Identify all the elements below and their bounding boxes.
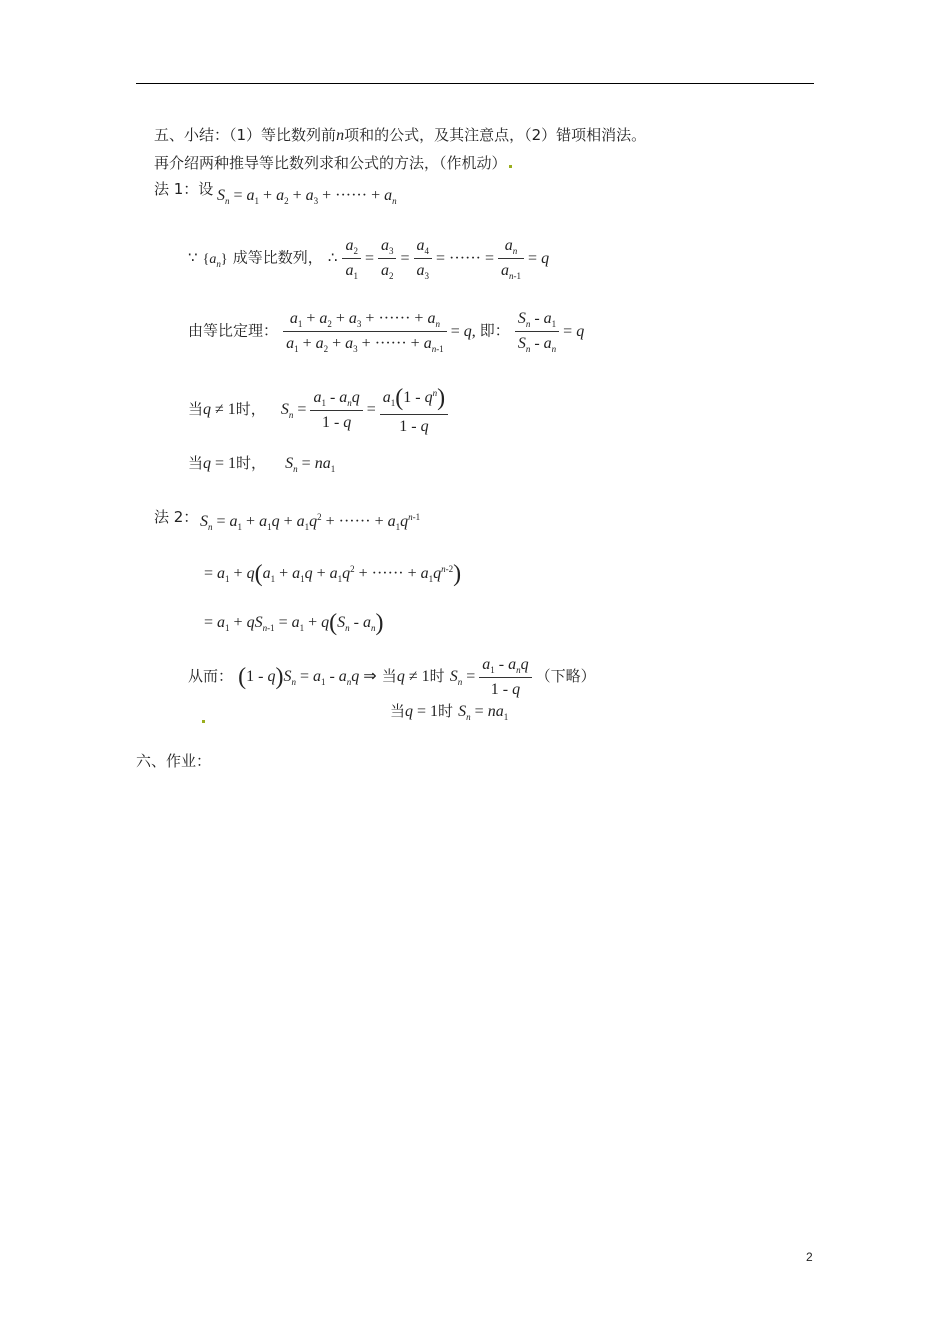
summary-heading: 五、小结：: [154, 126, 230, 144]
case-q-ne-1: 当q ≠ 1时， $S_n$ = $\frac{a_1 - a_nq}{1 - q}$ = $\frac{a_1(1 - q^n)}{1 - q}$: [188, 385, 448, 436]
method2-line1: $S_n = a_1 + a_1q + a_1q^2$ + ······ + $a_1q^{n-1}$: [200, 512, 421, 532]
when-label: 当: [381, 667, 397, 686]
omitted-note: （下略）: [535, 667, 596, 686]
summary-text-a: （1）等比数列前: [229, 126, 337, 144]
ie-label: 即：: [479, 321, 510, 340]
ratio-theorem-line: 由等比定理： $\frac{a_1 + a_2 + a_3 + \cdot\cdot\cdot\cdot\cdot\cdot + a_n}{a_1 + a_2 + a_3 + \cdot\cdot\cdot\cdot\cdot\cdot + a_{n-1}}$ = q, 即： $\frac{S_n - a_1}{S_n - a_n}$ = q: [188, 310, 585, 354]
summary-text-b: 项和的公式，及其注意点，（2）错项相消法。: [344, 126, 647, 144]
method1-ratio-line: ∵ $\{a_n\}$ 成等比数列， ∴ $\frac{a_2}{a_1}$ = $\frac{a_3}{a_2}$ = $\frac{a_4}{a_3}$ = ······ = $\frac{a_n}{a_{n-1}}$ = q: [188, 237, 550, 281]
method2-line2: = $a_1 + q(a_1 + a_1q + a_1q^2$ + ······ + $a_1q^{n-2}$): [204, 561, 462, 587]
page-number: 2: [806, 1250, 813, 1264]
marker-dot-2-wrap: [200, 708, 205, 727]
because-symbol: ∵: [188, 248, 198, 267]
method2-label: 法 2：: [154, 508, 199, 526]
marker-dot: [509, 165, 512, 168]
ratio-theorem-label: 由等比定理：: [188, 321, 279, 340]
case-q-eq-1: 当q = 1时， $S_n = na_1$: [188, 454, 336, 474]
method2-line3: = $a_1 + qS_{n-1} = a_1 + q(S_n - a_n)$: [204, 610, 384, 636]
therefore-text: 从而：: [188, 667, 234, 686]
seq-label: 成等比数列，: [232, 248, 323, 267]
case1-suffix: 时，: [235, 400, 266, 419]
method1-sum-def: $S_n = a_1 + a_2 + a_3$ + ······ + $a_n$: [217, 187, 397, 206]
homework-heading: 六、作业：: [136, 752, 212, 770]
method2-case-q-eq-1: 当q = 1时 $S_n = na_1$: [390, 702, 509, 722]
case2-suffix: 时，: [236, 454, 267, 472]
case2-prefix: 当: [188, 454, 204, 472]
marker-dot-2: [202, 720, 205, 723]
summary-n-var: n: [336, 127, 345, 144]
method1-label: 法 1：设: [154, 180, 214, 198]
when-suffix: 时: [429, 667, 445, 686]
case1-prefix: 当: [188, 400, 204, 419]
method2-result: 从而： $(1 - q)S_n = a_1 - a_nq$ ⇒ 当q ≠ 1时 $S_n$ = $\frac{a_1 - a_nq}{1 - q}$ （下略）: [188, 656, 596, 698]
therefore-symbol: ∴: [327, 248, 338, 267]
intro-line: [154, 152, 512, 173]
summary-line: [154, 124, 646, 145]
when2-suffix: 时: [438, 702, 454, 720]
when2-label: 当: [390, 702, 406, 720]
header-rule: [136, 83, 814, 84]
intro-text: 再介绍两种推导等比数列求和公式的方法，（作机动）: [154, 154, 507, 172]
